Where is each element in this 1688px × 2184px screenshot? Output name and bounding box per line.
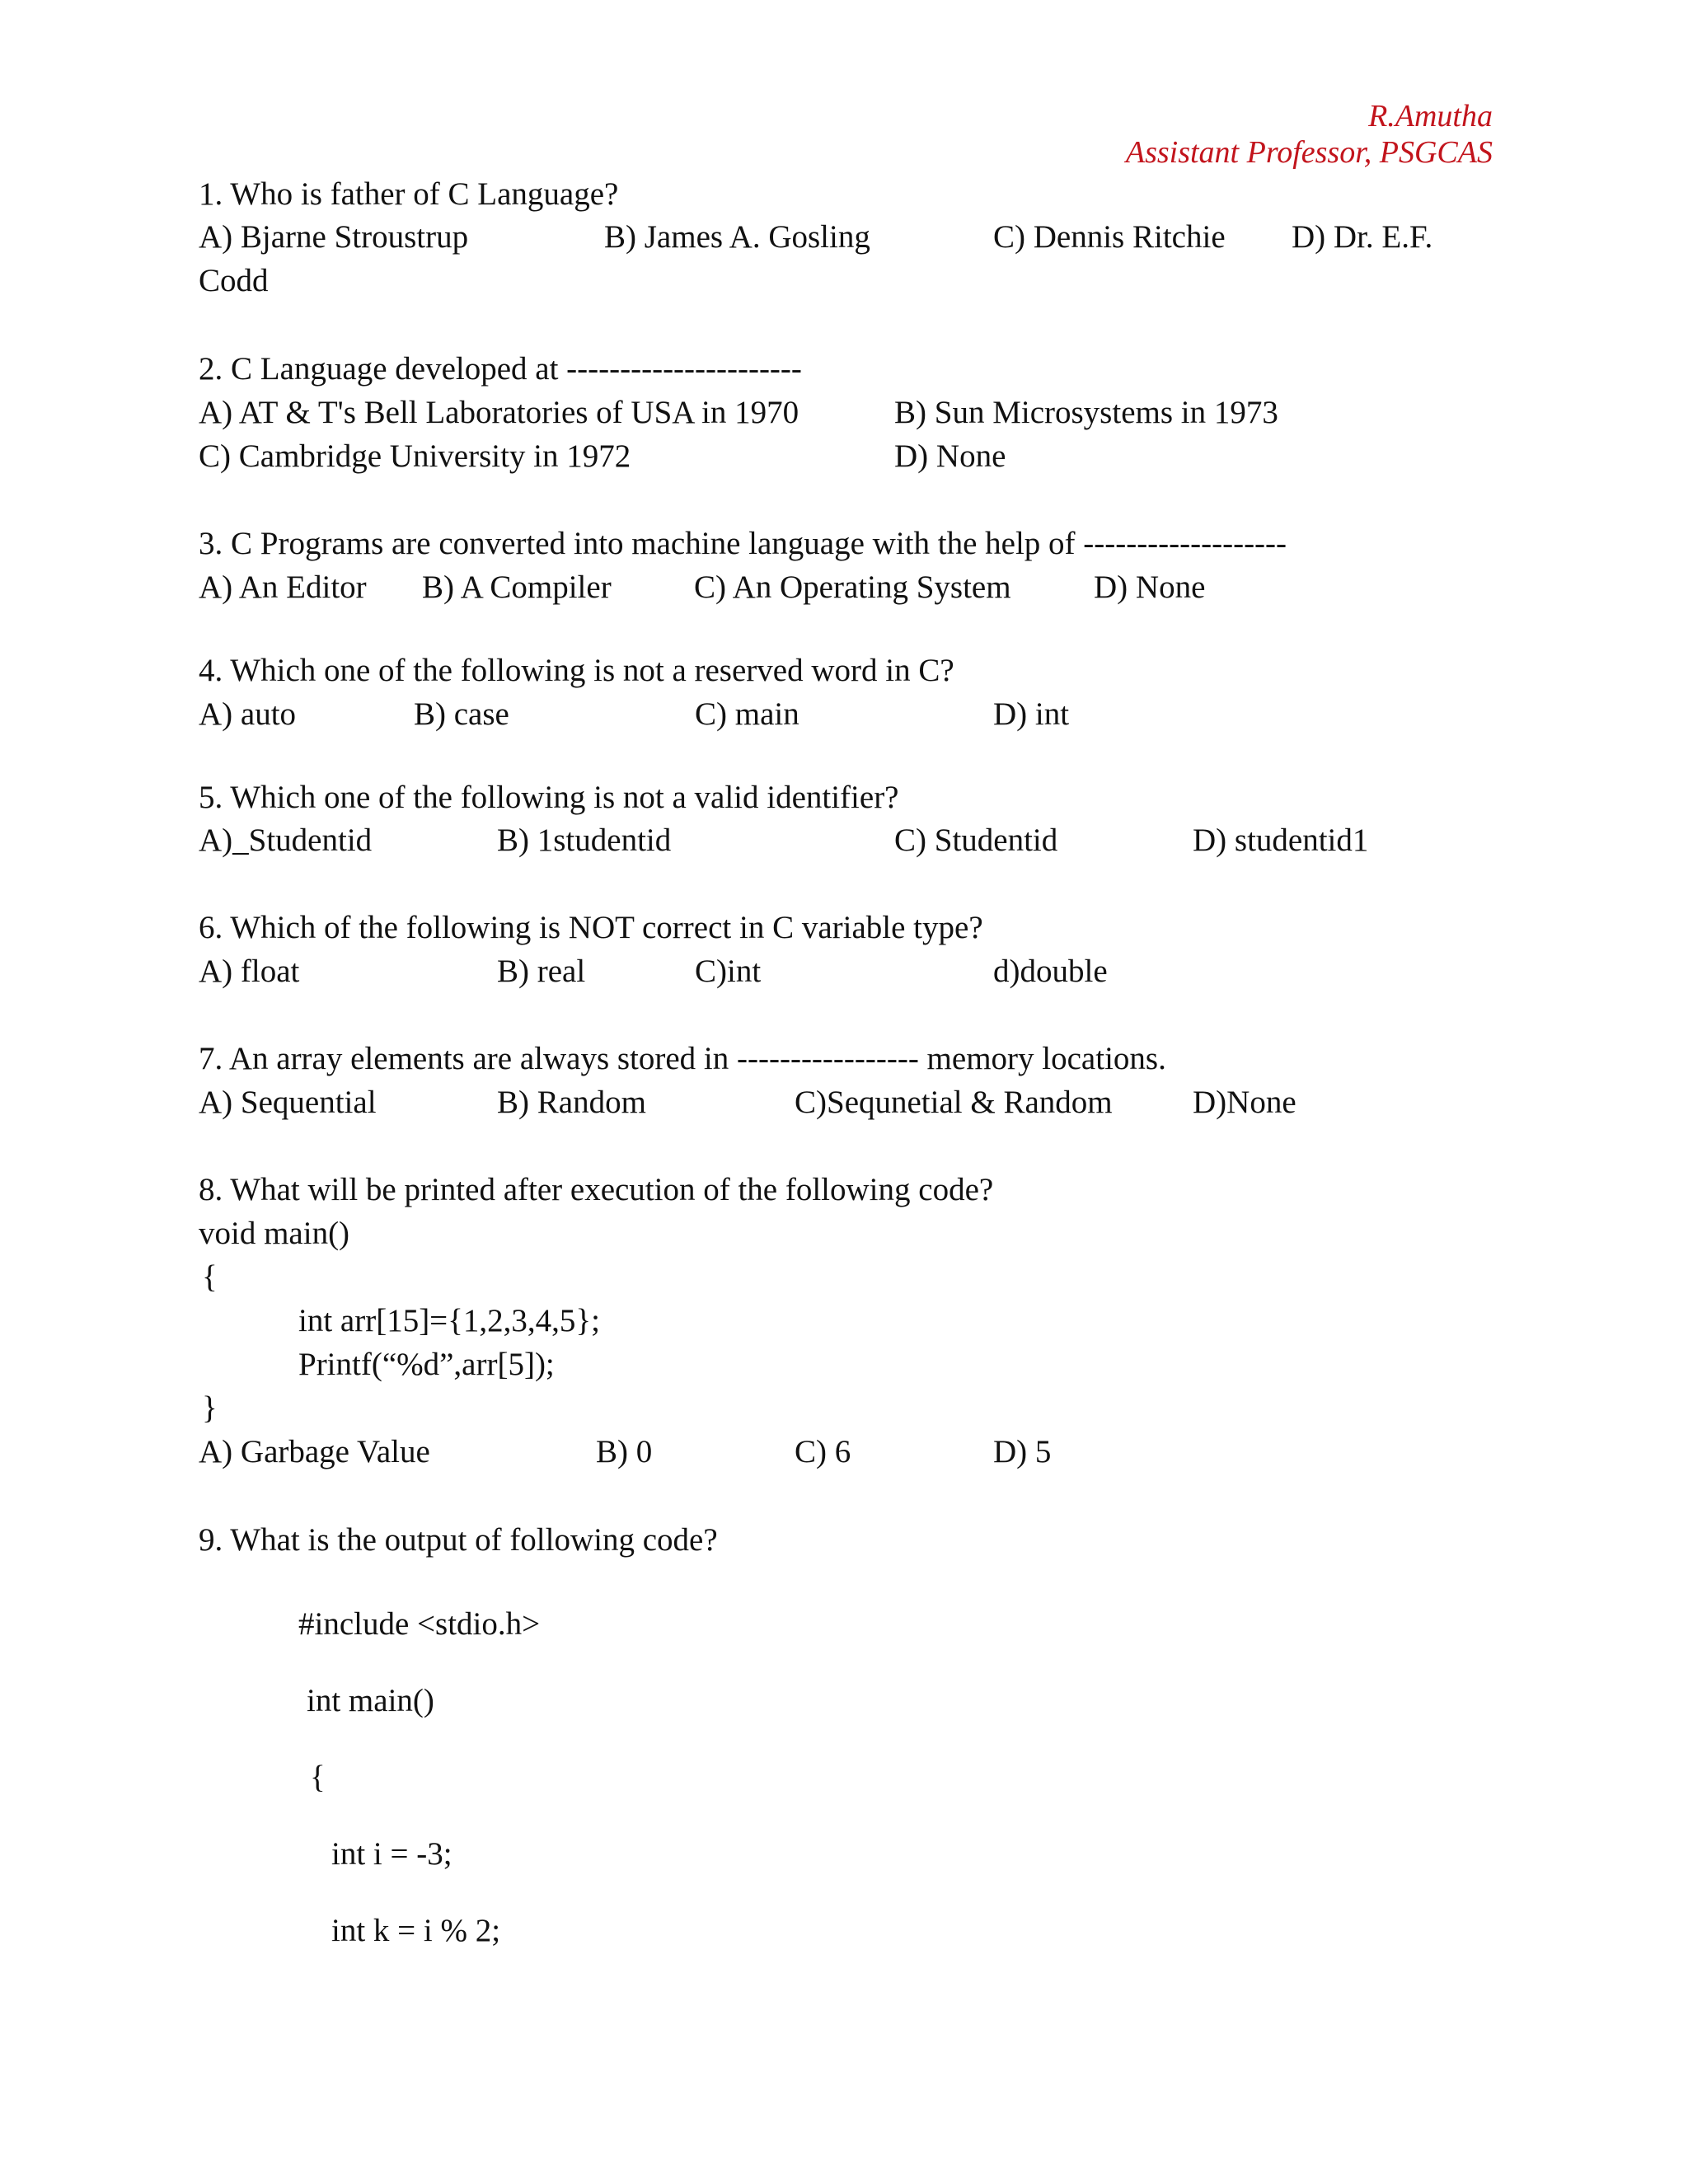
question-3-option-a: A) An Editor — [199, 569, 367, 605]
code-line: int i = -3; — [331, 1836, 452, 1872]
question-5-option-d: D) studentid1 — [1193, 823, 1369, 858]
question-5-option-b: B) 1studentid — [497, 823, 672, 858]
question-1-text: 1. Who is father of C Language? — [199, 176, 619, 212]
question-1-option-b: B) James A. Gosling — [604, 219, 870, 255]
question-3-option-b: B) A Compiler — [422, 569, 612, 605]
code-line: int arr[15]={1,2,3,4,5}; — [298, 1303, 600, 1338]
code-line: int main() — [307, 1683, 434, 1718]
question-4-option-c: C) main — [695, 696, 799, 732]
question-7-option-d: D)None — [1193, 1085, 1296, 1120]
question-6-option-c: C)int — [695, 954, 762, 989]
question-8-text: 8. What will be printed after execution of the following code? — [199, 1172, 994, 1207]
question-2-option-d: D) None — [894, 438, 1006, 474]
author-name: R.Amutha — [1368, 99, 1493, 134]
question-7-option-a: A) Sequential — [199, 1085, 377, 1120]
code-line: void main() — [199, 1216, 350, 1251]
question-6-option-a: A) float — [199, 954, 300, 989]
question-5-text: 5. Which one of the following is not a valid identifier? — [199, 780, 899, 815]
question-7-text: 7. An array elements are always stored in ----------------- memory locations. — [199, 1041, 1166, 1076]
question-2-option-c: C) Cambridge University in 1972 — [199, 438, 631, 474]
question-8-option-d: D) 5 — [993, 1434, 1052, 1469]
question-7-option-c: C)Sequnetial & Random — [795, 1085, 1113, 1120]
question-1-option-d-continuation: Codd — [199, 263, 269, 298]
code-line: Printf(“%d”,arr[5]); — [298, 1347, 555, 1382]
question-1-option-d: D) Dr. E.F. — [1292, 219, 1433, 255]
question-2-text: 2. C Language developed at ---------------------- — [199, 351, 802, 387]
question-5-option-a: A)_Studentid — [199, 823, 373, 858]
author-title: Assistant Professor, PSGCAS — [1125, 135, 1493, 170]
code-line: { — [310, 1760, 326, 1795]
question-7-option-b: B) Random — [497, 1085, 646, 1120]
question-4-option-d: D) int — [993, 696, 1070, 732]
question-9-text: 9. What is the output of following code? — [199, 1522, 718, 1558]
question-8-option-c: C) 6 — [795, 1434, 851, 1469]
question-3-option-d: D) None — [1094, 569, 1206, 605]
question-1-option-c: C) Dennis Ritchie — [993, 219, 1226, 255]
question-6-option-d: d)double — [993, 954, 1108, 989]
code-line: } — [202, 1390, 218, 1426]
question-6-option-b: B) real — [497, 954, 586, 989]
question-8-option-b: B) 0 — [596, 1434, 653, 1469]
code-line: int k = i % 2; — [331, 1913, 501, 1948]
question-5-option-c: C) Studentid — [894, 823, 1058, 858]
question-3-option-c: C) An Operating System — [694, 569, 1011, 605]
question-4-option-a: A) auto — [199, 696, 297, 732]
question-8-option-a: A) Garbage Value — [199, 1434, 430, 1469]
question-1-option-a: A) Bjarne Stroustrup — [199, 219, 469, 255]
code-line: #include <stdio.h> — [298, 1606, 541, 1642]
question-4-text: 4. Which one of the following is not a reserved word in C? — [199, 653, 954, 688]
question-3-text: 3. C Programs are converted into machine language with the help of ------------------- — [199, 526, 1287, 561]
question-2-option-b: B) Sun Microsystems in 1973 — [894, 395, 1278, 430]
question-4-option-b: B) case — [414, 696, 509, 732]
question-6-text: 6. Which of the following is NOT correct in C variable type? — [199, 910, 983, 945]
code-line: { — [202, 1259, 218, 1295]
question-2-option-a: A) AT & T's Bell Laboratories of USA in 1970 — [199, 395, 799, 430]
